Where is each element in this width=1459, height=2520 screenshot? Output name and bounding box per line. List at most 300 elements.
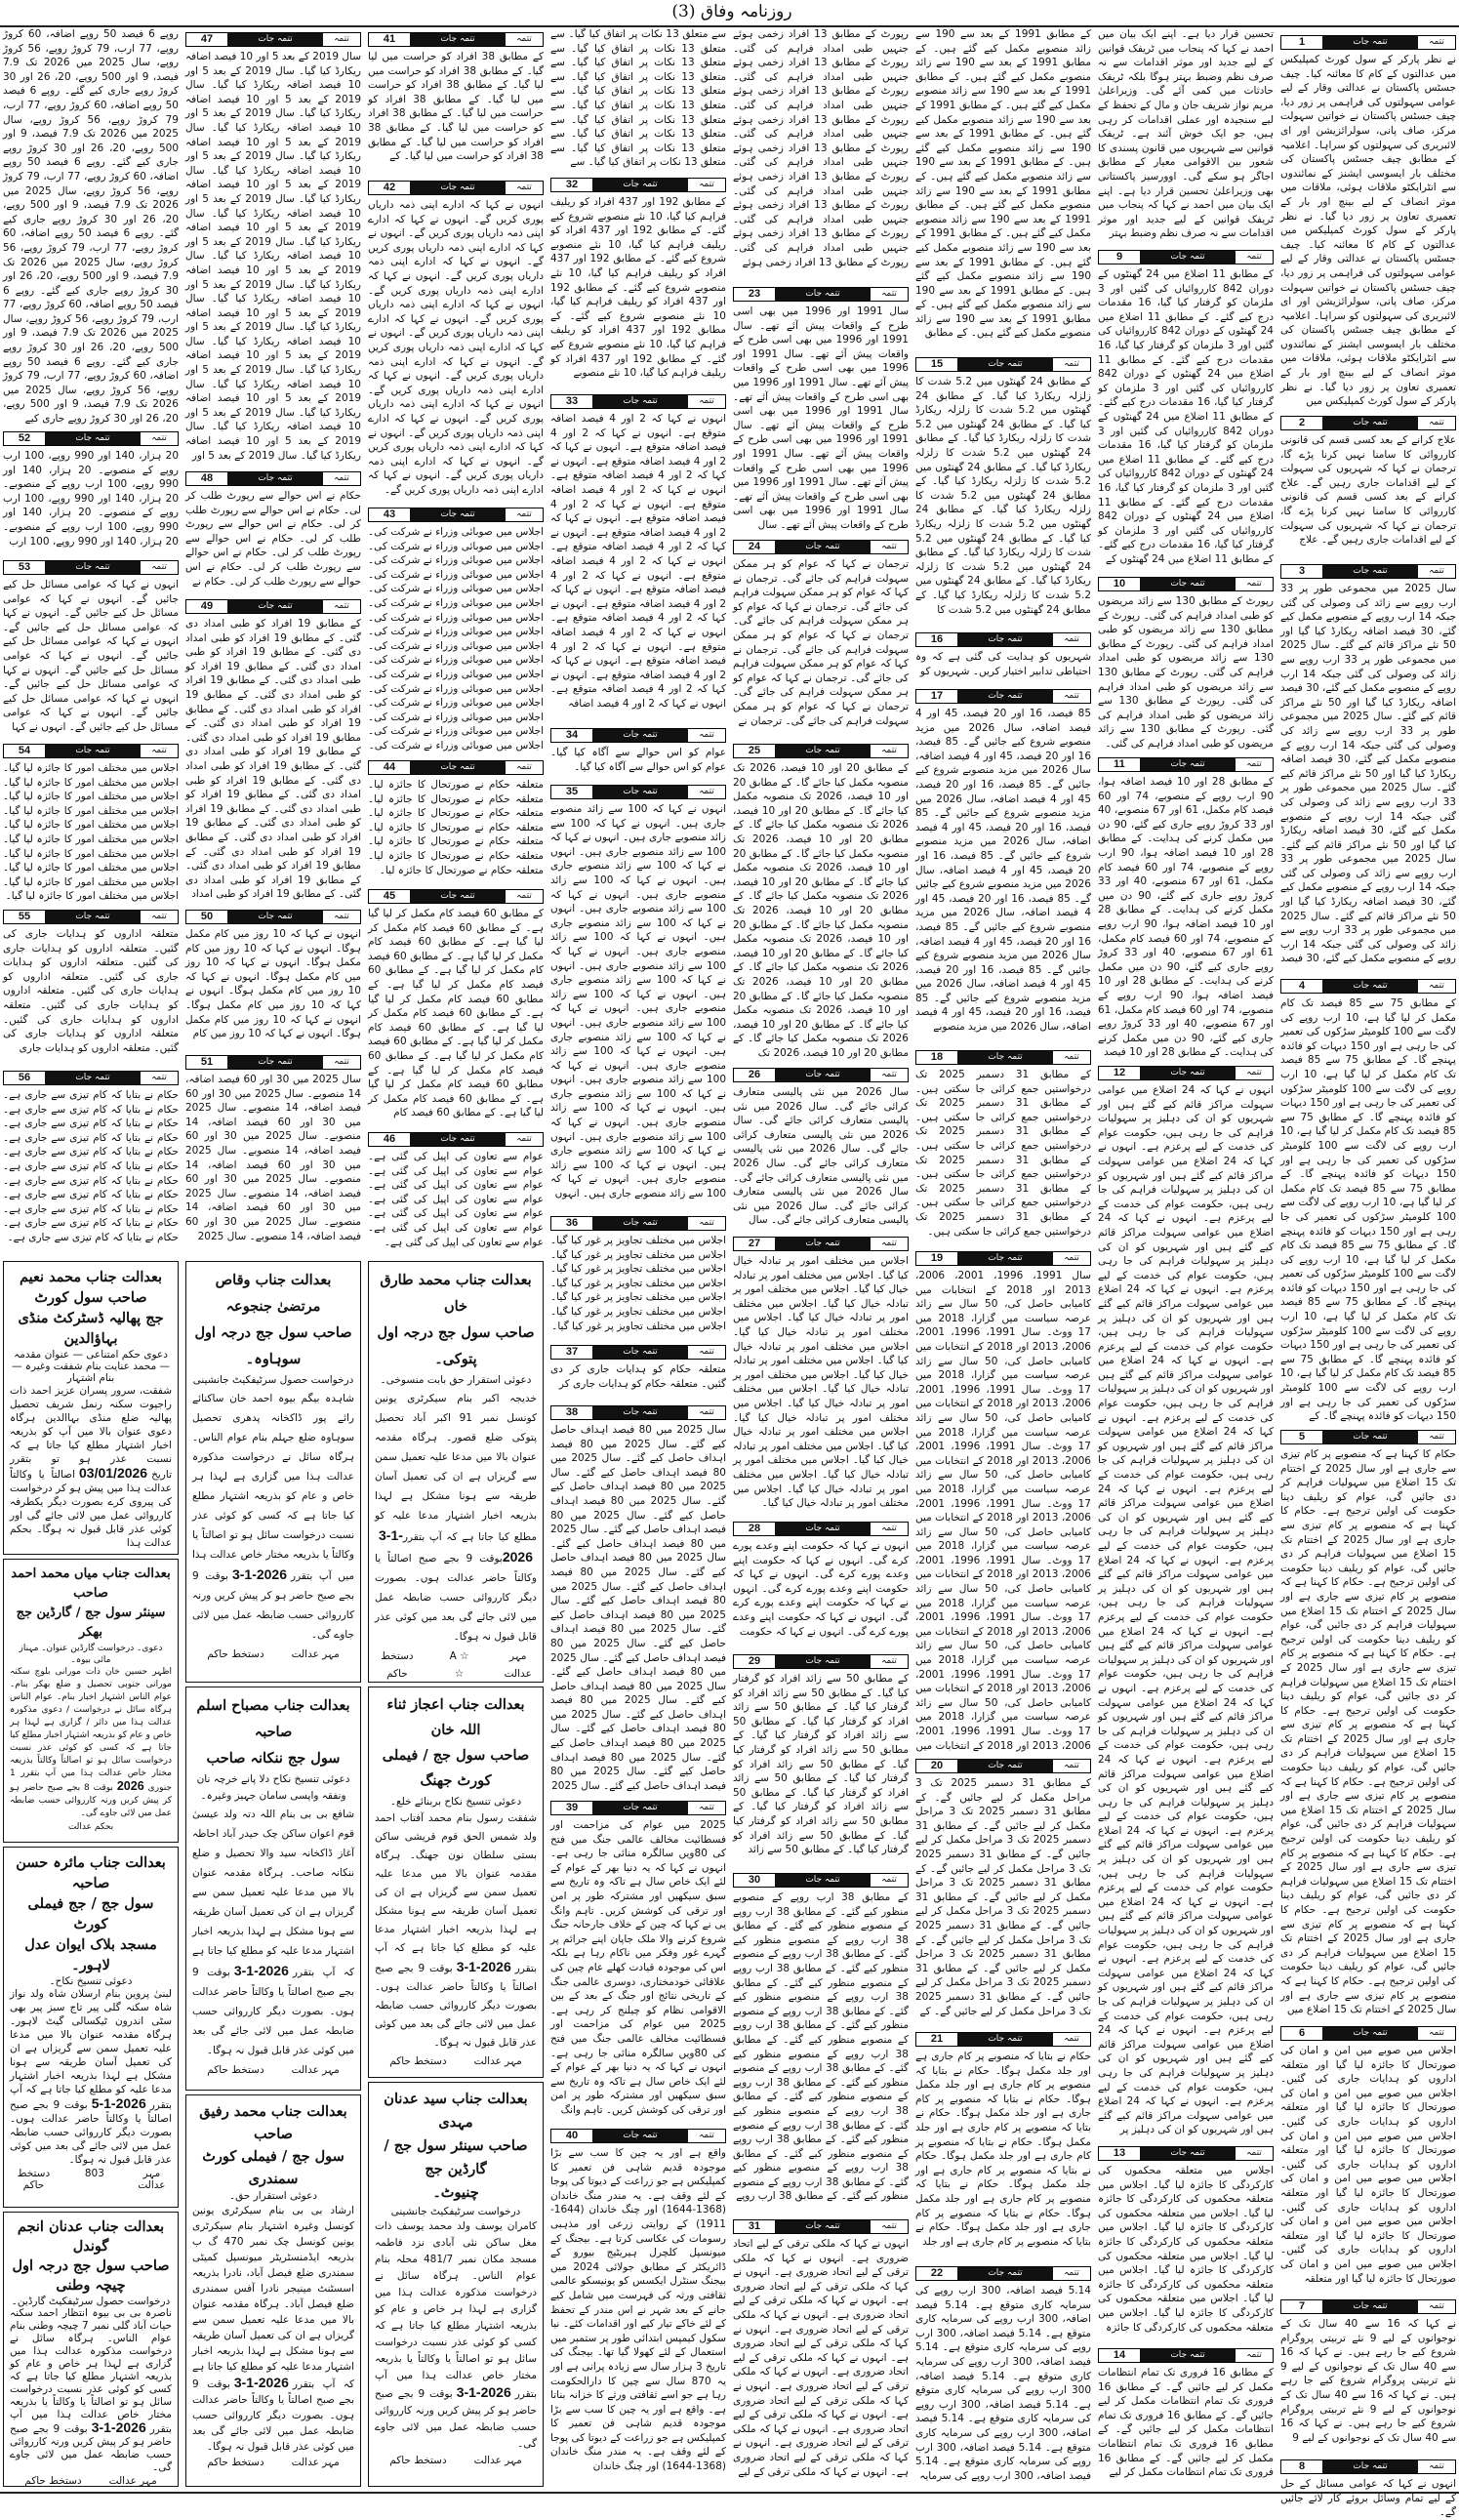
article-label-bar (185, 599, 361, 614)
label-tatimma: تتمہ (141, 911, 178, 923)
label-tatimma: تتمہ (323, 472, 360, 485)
label-tatimmajat: تتمہ جات (775, 288, 871, 301)
label-tatimma: تتمہ (871, 288, 908, 301)
article-body: حکام نے بتایا کہ منصوبے پر کام جاری ہے اور جلد مکمل ہوگا۔ حکام نے بتایا کہ منصوبے پر کام جاری ہے اور جلد مکمل ہوگا۔ حکام نے بتایا کہ منصوبے پر کام جاری ہے اور جلد مکمل ہوگا۔ حکام نے بتایا کہ منصوبے پر کام جاری ہے اور جلد مکمل ہوگا۔ حکام نے بتایا کہ منصوبے پر کام جاری ہے اور جلد مکمل ہوگا۔ حکام نے بتایا کہ منصوبے پر کام جاری ہے اور جلد مکمل ہوگا۔ حکام نے بتایا کہ منصوبے پر کام جاری ہے اور جلد مکمل ہوگا۔ حکام نے بتایا کہ منصوبے پر کام جاری ہے اور جلد مکمل ہوگا۔ حکام نے بتایا کہ منصوبے پر کام جاری ہے اور جلد (915, 2051, 1091, 2248)
article-number: 22 (916, 2267, 957, 2280)
label-tatimma: تتمہ (871, 745, 908, 757)
article-body: کے مطابق 24 گھنٹوں میں 5.2 شدت کا زلزلہ ریکارڈ کیا گیا۔ کے مطابق 24 گھنٹوں میں 5.2 شدت کا زلزلہ ریکارڈ کیا گیا۔ کے مطابق 24 گھنٹوں میں 5.2 شدت کا زلزلہ ریکارڈ کیا گیا۔ کے مطابق 24 گھنٹوں میں 5.2 شدت کا زلزلہ ریکارڈ کیا گیا۔ کے مطابق 24 گھنٹوں میں 5.2 شدت کا زلزلہ ریکارڈ کیا گیا۔ کے مطابق 24 گھنٹوں میں 5.2 شدت کا زلزلہ ریکارڈ کیا گیا۔ کے مطابق 24 گھنٹوں میں 5.2 شدت کا زلزلہ ریکارڈ کیا گیا۔ کے مطابق 24 گھنٹوں میں 5.2 شدت کا زلزلہ ریکارڈ کیا گیا۔ کے مطابق 24 گھنٹوں میں 5.2 شدت کا زلزلہ ریکارڈ کیا گیا۔ کے مطابق 24 گھنٹوں میں 5.2 شدت کا زلزلہ ریکارڈ کیا گیا۔ کے مطابق 24 گھنٹوں میں 5.2 شدت کا (915, 376, 1091, 616)
label-tatimma: تتمہ (688, 395, 725, 408)
label-tatimmajat: تتمہ جات (957, 1760, 1053, 1772)
label-tatimmajat: تتمہ جات (45, 1072, 141, 1084)
article-number: 8 (1281, 2460, 1322, 2473)
notice-footer (192, 1646, 354, 1663)
label-tatimmajat: تتمہ جات (1140, 2349, 1236, 2362)
article-number: 16 (916, 633, 957, 646)
article-label-bar (368, 760, 544, 775)
article-number: 7 (1281, 2300, 1322, 2313)
article-label-bar (733, 744, 909, 758)
article-label-bar (915, 689, 1091, 704)
article-number: 30 (734, 1874, 775, 1887)
notice-text: لبنیٰ پروین بنام ارسلان شاہ ولد نواز شاہ سکنہ گلی پیر تاج سبز پیر بھی سٹی اندرون ٹیکسالی گیٹ لاہور۔ ہرگاہ مقدمہ عنوان بالا میں مدعا علیہ تعمیل سمن سے گریزاں ہے ان کی تعمیل آسان طریقہ سے ہونا مشکل ہے لہذا بذریعہ اخبار اشتہار مدعا علیہ کو مطلع کیا جاتا ہے کہ آپ بتقرر (10, 1988, 173, 2111)
article-label-bar (1280, 2299, 1456, 2314)
article-number: 50 (186, 911, 227, 923)
label-tatimmajat: تتمہ جات (410, 890, 506, 903)
notice-heading: صاحب سول جج درجہ اول سوہاوہ۔ (194, 1324, 352, 1367)
label-tatimma: تتمہ (1053, 358, 1090, 371)
notice-footer (192, 2456, 354, 2469)
label-tatimma: تتمہ (688, 179, 725, 191)
article-label-bar (1280, 979, 1456, 994)
article-number: 55 (4, 911, 45, 923)
notice-heading: بعدالت جناب میاں محمد احمد صاحب (11, 1566, 171, 1601)
article-body: سال 2025 میں مجموعی طور پر 33 ارب روپے سے زائد کی وصولی کی گئی جبکہ 14 ارب روپے کے منصوبے مکمل کیے گئے، 30 فیصد اضافہ ریکارڈ کیا گیا اور 50 نئے مراکز قائم کیے گئے۔ سال 2025 میں مجموعی طور پر 33 ارب روپے سے زائد کی وصولی کی گئی جبکہ 14 ارب روپے کے منصوبے مکمل کیے گئے، 30 فیصد اضافہ ریکارڈ کیا گیا اور 50 نئے مراکز قائم کیے گئے۔ سال 2025 میں مجموعی طور پر 33 ارب روپے سے زائد کی وصولی کی گئی جبکہ 14 ارب روپے کے منصوبے مکمل کیے گئے، 30 فیصد اضافہ ریکارڈ کیا گیا اور 50 نئے مراکز قائم کیے گئے۔ سال 2025 میں مجموعی طور پر 33 ارب روپے سے زائد کی وصولی کی گئی جبکہ 14 ارب روپے کے منصوبے مکمل کیے گئے، 30 فیصد اضافہ ریکارڈ کیا گیا اور 50 نئے مراکز قائم کیے گئے۔ سال 2025 میں مجموعی طور پر 33 ارب روپے سے زائد کی وصولی کی گئی جبکہ 14 ارب روپے کے منصوبے مکمل کیے گئے، 30 فیصد اضافہ ریکارڈ کیا گیا اور 50 نئے مراکز قائم کیے گئے۔ سال 2025 میں مجموعی طور پر 33 ارب روپے سے زائد کی وصولی کی گئی جبکہ 14 ارب روپے کے منصوبے مکمل کیے گئے، 30 فیصد (1280, 583, 1457, 965)
article-6 (1280, 2026, 1456, 2286)
label-tatimmajat: تتمہ جات (45, 911, 141, 923)
article-label-bar (550, 178, 726, 192)
article-54 (3, 744, 179, 904)
notice-body (10, 1666, 172, 1820)
notice-heading: سینئر سول جج / گارڈین جج بھکر (16, 1605, 166, 1640)
article-body: انہوں نے کہا کہ ملکی ترقی کے لیے اتحاد ضروری ہے۔ انہوں نے کہا کہ ملکی ترقی کے لیے اتحاد ضروری ہے۔ انہوں نے کہا کہ ملکی ترقی کے لیے اتحاد ضروری ہے۔ انہوں نے کہا کہ ملکی ترقی کے لیے اتحاد ضروری ہے۔ انہوں نے کہا کہ ملکی ترقی کے لیے اتحاد ضروری ہے۔ انہوں نے کہا کہ ملکی ترقی کے لیے اتحاد ضروری ہے۔ انہوں نے کہا کہ ملکی ترقی کے لیے اتحاد ضروری ہے۔ انہوں نے کہا کہ ملکی ترقی کے لیے اتحاد ضروری ہے۔ انہوں نے کہا کہ ملکی ترقی کے لیے اتحاد ضروری ہے۔ انہوں نے کہا کہ ملکی ترقی کے لیے اتحاد ضروری ہے۔ انہوں نے کہا کہ ملکی ترقی کے لیے اتحاد ضروری ہے۔ انہوں نے کہا کہ ملکی ترقی کے لیے اتحاد ضروری ہے۔ انہوں نے کہا کہ ملکی ترقی کے لیے (733, 2238, 909, 2478)
article-number: 47 (186, 33, 227, 46)
article-number: 5 (1281, 1431, 1322, 1443)
article-13 (1098, 2146, 1274, 2335)
article-number: 36 (551, 1217, 592, 1230)
article-body: کے مطابق 38 افراد کو حراست میں لیا گیا۔ کے مطابق 38 افراد کو حراست میں لیا گیا۔ کے مطابق 38 افراد کو حراست میں لیا گیا۔ کے مطابق 38 افراد کو حراست میں لیا گیا۔ کے مطابق 38 افراد کو حراست میں لیا گیا۔ کے مطابق 38 افراد کو حراست میں لیا گیا۔ کے مطابق 38 افراد کو حراست میں لیا گیا۔ کے (368, 51, 545, 163)
label-tatimma: تتمہ (141, 745, 178, 757)
label-tatimmajat: تتمہ جات (410, 33, 506, 46)
article-label-bar (1098, 577, 1274, 591)
notice-footer (10, 1821, 172, 1833)
label-tatimma: تتمہ (323, 911, 360, 923)
notice-text: کامران یوسف ولد محمد یوسف ذات مغل ساکن نئی آبادی نزد فاطمہ مسجد مکان نمبر 481/7 محلہ بنام عوام الناس۔ ہرگاہ سائل نے درخواست مذکورہ عدالت ہذا میں گزاری ہے لہذا ہر خاص و عام کو بذریعہ اشتہار مطلع کیا جاتا ہے کہ کسی کو کوئی عذر نسبت درخواست سائل ہو تو اصالتاً یا وکالتاً یا بذریعہ مختار خاص عدالت ہذا میں آپ بتقرر (375, 2220, 538, 2400)
notice-signature: 803 (84, 2168, 104, 2179)
article-body: کے مطابق 1991 کے بعد سے 190 سے زائد منصوبے مکمل کیے گئے ہیں۔ کے مطابق 1991 کے بعد سے 190 سے زائد منصوبے مکمل کیے گئے ہیں۔ کے مطابق 1991 کے بعد سے 190 سے زائد منصوبے مکمل کیے گئے ہیں۔ کے مطابق 1991 کے بعد سے 190 سے زائد منصوبے مکمل کیے گئے ہیں۔ کے مطابق 1991 کے بعد سے 190 سے زائد منصوبے مکمل کیے گئے ہیں۔ کے مطابق 1991 کے بعد سے 190 سے زائد منصوبے مکمل کیے گئے ہیں۔ کے مطابق 1991 کے بعد سے 190 سے زائد منصوبے مکمل کیے گئے ہیں۔ کے مطابق 1991 کے بعد سے 190 سے زائد منصوبے مکمل کیے گئے ہیں۔ کے مطابق 1991 کے بعد سے 190 سے زائد منصوبے مکمل کیے گئے ہیں۔ کے مطابق 1991 کے بعد سے 190 سے زائد منصوبے مکمل کیے گئے ہیں۔ کے مطابق 1991 کے بعد سے 190 سے زائد منصوبے مکمل کیے گئے ہیں۔ کے مطابق 1991 کے بعد سے 190 سے زائد منصوبے مکمل کیے گئے ہیں۔ کے مطابق (915, 28, 1092, 340)
article-number: 29 (734, 1655, 775, 1668)
label-tatimma: تتمہ (688, 786, 725, 798)
article-label-bar (1280, 1430, 1456, 1444)
label-tatimmajat: تتمہ جات (1322, 565, 1418, 578)
label-tatimma: تتمہ (688, 1217, 725, 1230)
article-16 (915, 632, 1091, 678)
article-continuation (915, 27, 1091, 341)
label-tatimma: تتمہ (871, 541, 908, 553)
label-tatimma: تتمہ (1236, 758, 1273, 771)
article-label-bar (368, 508, 544, 522)
article-body: حکام نے بتایا کہ کام تیزی سے جاری ہے۔ حکام نے بتایا کہ کام تیزی سے جاری ہے۔ حکام نے بتایا کہ کام تیزی سے جاری ہے۔ حکام نے بتایا کہ کام تیزی سے جاری ہے۔ حکام نے بتایا کہ کام تیزی سے جاری ہے۔ حکام نے بتایا کہ کام تیزی سے جاری ہے۔ حکام نے بتایا کہ کام تیزی سے جاری ہے۔ حکام نے بتایا کہ کام تیزی سے جاری ہے۔ حکام نے بتایا کہ کام تیزی سے جاری ہے۔ حکام نے بتایا کہ کام تیزی سے جاری ہے۔ حکام نے بتایا کہ کام تیزی سے جاری ہے۔ (3, 1089, 179, 1243)
article-body: سال 1991، 1996، 2001، 2006، 2013 اور 2018 کے انتخابات میں کامیابی حاصل کی، 50 سال سے زائد عرصہ سیاست میں گزارا، 2018 میں 17 ووٹ۔ سال 1991، 1996، 2001، 2006، 2013 اور 2018 کے انتخابات میں کامیابی حاصل کی، 50 سال سے زائد عرصہ سیاست میں گزارا، 2018 میں 17 ووٹ۔ سال 1991، 1996، 2001، 2006، 2013 اور 2018 کے انتخابات میں کامیابی حاصل کی، 50 سال سے زائد عرصہ سیاست میں گزارا، 2018 میں 17 ووٹ۔ سال 1991، 1996، 2001، 2006، 2013 اور 2018 کے انتخابات میں کامیابی حاصل کی، 50 سال سے زائد عرصہ سیاست میں گزارا، 2018 میں 17 ووٹ۔ سال 1991، 1996، 2001، 2006، 2013 اور 2018 کے انتخابات میں کامیابی حاصل کی، 50 سال سے زائد عرصہ سیاست میں گزارا، 2018 میں 17 ووٹ۔ سال 1991، 1996، 2001، 2006، 2013 اور 2018 کے انتخابات میں کامیابی حاصل کی، 50 سال سے زائد عرصہ سیاست میں گزارا، 2018 میں 17 ووٹ۔ سال 1991، 1996، 2001، 2006، 2013 اور 2018 کے انتخابات میں کامیابی حاصل کی، 50 سال سے زائد عرصہ سیاست میں گزارا، 2018 میں 17 ووٹ۔ سال 1991، 1996، 2001، 2006، 2013 اور 2018 کے انتخابات میں کامیابی حاصل کی، 50 سال سے زائد عرصہ سیاست میں گزارا، 2018 میں 17 ووٹ۔ سال 1991، 1996، 2001، 2006، 2013 اور 2018 کے انتخابات میں (915, 1270, 1092, 1752)
article-body: انہوں نے کہا کہ 2 اور 4 فیصد اضافہ متوقع ہے۔ انہوں نے کہا کہ 2 اور 4 فیصد اضافہ متوقع ہے۔ انہوں نے کہا کہ 2 اور 4 فیصد اضافہ متوقع ہے۔ انہوں نے کہا کہ 2 اور 4 فیصد اضافہ متوقع ہے۔ انہوں نے کہا کہ 2 اور 4 فیصد اضافہ متوقع ہے۔ انہوں نے کہا کہ 2 اور 4 فیصد اضافہ متوقع ہے۔ انہوں نے کہا کہ 2 اور 4 فیصد اضافہ متوقع ہے۔ انہوں نے کہا کہ 2 اور 4 فیصد اضافہ متوقع ہے۔ انہوں نے کہا کہ 2 اور 4 فیصد اضافہ متوقع ہے۔ انہوں نے کہا کہ 2 اور 4 فیصد اضافہ متوقع ہے۔ انہوں نے کہا کہ 2 اور 4 فیصد اضافہ متوقع ہے۔ انہوں نے کہا کہ 2 اور 4 فیصد اضافہ متوقع ہے۔ انہوں نے کہا کہ 2 اور 4 فیصد اضافہ متوقع ہے۔ انہوں نے کہا کہ 2 اور 4 فیصد اضافہ متوقع ہے۔ انہوں نے کہا کہ 2 اور 4 فیصد اضافہ متوقع ہے۔ انہوں نے کہا کہ 2 اور 4 فیصد اضافہ متوقع ہے۔ انہوں نے کہا کہ 2 اور 4 فیصد اضافہ (550, 413, 727, 710)
notice-case-title: دعوئی استقرار حق۔ (228, 2190, 318, 2202)
label-tatimma: تتمہ (1053, 690, 1090, 703)
label-tatimmajat: تتمہ جات (775, 1238, 871, 1250)
notice-case-title: دعوئی استقرار حق بابت منسوخی۔ (380, 1374, 532, 1386)
article-number: 6 (1281, 2027, 1322, 2040)
notice-heading: جج پھالیہ ڈسٹرکٹ منڈی بہاؤالدین (18, 1310, 164, 1347)
label-tatimmajat: تتمہ جات (1322, 417, 1418, 429)
notice-text-after: بوقت 9 بجے صبح حاضر ہو کر پیش کریں ورنہ کارروائی حسب ضابطہ عمل میں لائی جاوے گی۔ (375, 2388, 537, 2450)
label-tatimma: تتمہ (688, 1346, 725, 1359)
label-tatimmajat: تتمہ جات (1322, 2300, 1418, 2313)
article-17 (915, 689, 1091, 1035)
article-body: کے مطابق 31 دسمبر 2025 تک 3 مراحل مکمل کر لیے جائیں گے۔ کے مطابق 31 دسمبر 2025 تک 3 مراحل مکمل کر لیے جائیں گے۔ کے مطابق 31 دسمبر 2025 تک 3 مراحل مکمل کر لیے جائیں گے۔ کے مطابق 31 دسمبر 2025 تک 3 مراحل مکمل کر لیے جائیں گے۔ کے مطابق 31 دسمبر 2025 تک 3 مراحل مکمل کر لیے جائیں گے۔ کے مطابق 31 دسمبر 2025 تک 3 مراحل مکمل کر لیے جائیں گے۔ کے مطابق 31 دسمبر 2025 تک 3 مراحل مکمل کر لیے جائیں گے۔ کے مطابق 31 دسمبر 2025 تک 3 مراحل مکمل کر لیے جائیں گے۔ کے مطابق 31 دسمبر 2025 تک 3 مراحل مکمل کر لیے جائیں گے۔ کے مطابق 31 دسمبر 2025 تک 3 مراحل مکمل کر لیے جائیں گے۔ کے (915, 1777, 1092, 2017)
notice-text: اظہر حسین خان ذات مورانی بلوچ سکنہ مورانی جنوبی تحصیل و ضلع بھکر بنام۔ عوام الناس اشتہار اخبار بنام۔ عوام الناس ہرگاہ سائل نے درخواست / دعوی مذکورہ عدالت ہذا میں دائر / گزاری ہے لہذا ہر خاص و عام کو بذریعہ اشتہار اخبار مطلع کیا جاتا ہے کہ کسی کو کوئی عذر نسبت درخواست سائل ہو تو اصالتاً وکالتاً بذریعہ مختار خاص عدالت ہذا میں آپ بتقرر 1 جنوری (10, 1667, 172, 1793)
article-3 (1280, 564, 1456, 966)
article-body: واقع ہے اور یہ چین کا سب سے بڑا موجودہ قدیم شاہی فن تعمیر کا کمپلیکس ہے جو زراعت کے دیوتا کی پوجا کے لئے وقف ہے۔ یہ مندر منگ خاندان (1368-1644) اور چنگ خاندان (1644-1911) کے روایتی زرعی اور مذہبی رسومات کی عکاسی کرتا ہے۔ بیجنگ کے میونسپل کلچرل ہیریٹیج بیورو کے ڈائریکٹر کے مطابق جولائی 2024 میں بیجنگ سنٹرل ایکسس کو یونیسکو عالمی ثقافتی ورثہ کی فہرست میں شامل کیے جانے کے بعد شہر نے اس مندر کے تحفظ کے لئے خاکے تیار کیے اور اقدامات کئے۔ نیا سکول کیمپس ابتدائی طور پر ستمبر میں استعمال کے لئے کھولا گیا تھا۔ بیجنگ کی تاریخ 3 ہزار سال سے زیادہ پرانی ہے اور یہ 870 سال سے چین کا دارالحکومت رہا ہے جو اسے ثقافتی ورثے کا خزانہ بناتا ہے۔ واقع ہے اور یہ چین کا سب سے بڑا موجودہ قدیم شاہی فن تعمیر کا کمپلیکس ہے جو زراعت کے دیوتا کی پوجا کے لئے وقف ہے۔ یہ مندر منگ خاندان (1368-1644) اور چنگ خاندان (550, 2147, 727, 2473)
article-label-bar (1280, 2026, 1456, 2041)
label-tatimmajat: تتمہ جات (227, 33, 323, 46)
article-label-bar (1098, 2348, 1274, 2363)
label-tatimmajat: تتمہ جات (957, 2033, 1053, 2046)
label-tatimma: تتمہ (688, 2130, 725, 2142)
article-body: سال 1991 اور 1996 میں بھی اسی طرح کے واقعات پیش آئے تھے۔ سال 1991 اور 1996 میں بھی اسی طرح کے واقعات پیش آئے تھے۔ سال 1991 اور 1996 میں بھی اسی طرح کے واقعات پیش آئے تھے۔ سال 1991 اور 1996 میں بھی اسی طرح کے واقعات پیش آئے تھے۔ سال 1991 اور 1996 میں بھی اسی طرح کے واقعات پیش آئے تھے۔ سال 1991 اور 1996 میں بھی اسی طرح کے واقعات پیش آئے تھے۔ سال 1991 اور 1996 میں بھی اسی طرح کے واقعات پیش آئے تھے۔ سال 1991 اور 1996 میں بھی اسی طرح کے واقعات پیش آئے تھے۔ سال 1991 اور 1996 میں بھی اسی طرح کے واقعات پیش آئے تھے۔ سال (733, 305, 910, 531)
article-body: اجلاس میں صوبے میں امن و امان کی صورتحال کا جائزہ لیا گیا اور متعلقہ اداروں کو ہدایات جاری کی گئیں۔ اجلاس میں صوبے میں امن و امان کی صورتحال کا جائزہ لیا گیا اور متعلقہ اداروں کو ہدایات جاری کی گئیں۔ اجلاس میں صوبے میں امن و امان کی صورتحال کا جائزہ لیا گیا اور متعلقہ اداروں کو ہدایات جاری کی گئیں۔ اجلاس میں صوبے میں امن و امان کی صورتحال کا جائزہ لیا گیا اور متعلقہ اداروں کو ہدایات جاری کی گئیں۔ اجلاس میں صوبے میں امن و امان کی صورتحال کا جائزہ لیا گیا اور متعلقہ اداروں کو ہدایات جاری کی گئیں۔ اجلاس میں صوبے میں امن و امان کی صورتحال کا جائزہ لیا گیا اور متعلقہ (1280, 2045, 1456, 2285)
article-5 (1280, 1430, 1456, 2017)
notice-signature: دستخط حاکم (207, 1648, 264, 1660)
article-number: 14 (1099, 2349, 1140, 2362)
article-number: 21 (916, 2033, 957, 2046)
label-tatimma: تتمہ (871, 1238, 908, 1250)
label-tatimmajat: تتمہ جات (775, 1069, 871, 1081)
article-number: 37 (551, 1346, 592, 1359)
label-tatimma: تتمہ (1418, 2027, 1455, 2040)
label-tatimmajat: تتمہ جات (1140, 578, 1236, 590)
notice-text: شفقت رسول بنام محمد آفتاب احمد ولد شمس الحق قوم قریشی ساکن بستی سلطان نون جھنگ۔ ہرگاہ مقدمہ عنوان بالا میں مدعا علیہ تعمیل سمن سے گریزاں ہے ان کی تعمیل آسان طریقہ سے ہونا مشکل ہے لہذا بذریعہ اخبار اشتہار مدعا علیہ کو مطلع کیا جاتا ہے کہ آپ بتقرر (375, 1812, 538, 1974)
article-label-bar (915, 1050, 1091, 1065)
article-number: 26 (734, 1069, 775, 1081)
label-tatimmajat: تتمہ جات (227, 600, 323, 613)
article-36 (550, 1216, 726, 1333)
article-55 (3, 910, 179, 1055)
article-body: 5.14 فیصد اضافہ، 300 ارب روپے کی سرمایہ کاری متوقع ہے۔ 5.14 فیصد اضافہ، 300 ارب روپے کی سرمایہ کاری متوقع ہے۔ 5.14 فیصد اضافہ، 300 ارب روپے کی سرمایہ کاری متوقع ہے۔ 5.14 فیصد اضافہ، 300 ارب روپے کی سرمایہ کاری متوقع ہے۔ 5.14 فیصد اضافہ، 300 ارب روپے کی سرمایہ کاری متوقع ہے۔ 5.14 فیصد اضافہ، 300 ارب روپے کی سرمایہ کاری متوقع ہے۔ 5.14 فیصد اضافہ، 300 ارب روپے کی سرمایہ کاری متوقع ہے۔ 5.14 فیصد اضافہ، 300 ارب روپے کی سرمایہ کاری متوقع ہے۔ 5.14 فیصد اضافہ، 300 ارب روپے کی سرمایہ (915, 2285, 1091, 2482)
notice-signature: دستخط حاکم (24, 2475, 82, 2487)
hearing-date: 3-1-2026 (233, 1963, 289, 1978)
label-tatimmajat: تتمہ جات (410, 182, 506, 194)
label-tatimma: تتمہ (323, 33, 360, 46)
article-label-bar (550, 1345, 726, 1360)
article-9 (1098, 250, 1274, 566)
notice-heading: سول جج ننکانہ صاحب (206, 1750, 341, 1767)
notice-text-after: بوقت 9 بجے صبح حاضر ہو کر پیش کریں ورنہ کارروائی حسب ضابطہ عمل میں لائی جاوے گی۔ (192, 1570, 354, 1641)
notice-text-after: بوقت 9 بجے صبح حاضر ہو کر پیش کریں ورنہ کارروائی حسب ضابطہ عمل میں لائی جاوے گی۔ (10, 2423, 172, 2473)
notice-signature: دستخط حاکم (207, 2064, 264, 2076)
hearing-date: 3-1-2026 (456, 1959, 511, 1974)
notice-heading: صاحب سینئر سول جج / گارڈین جج (384, 2137, 528, 2177)
label-tatimma: تتمہ (1236, 578, 1273, 590)
article-51 (185, 1055, 361, 1243)
article-body: 20 ہزار، 140 اور 990 روپے، 100 ارب روپے کے منصوبے۔ 20 ہزار، 140 اور 990 روپے، 100 ارب روپے کے منصوبے۔ 20 ہزار، 140 اور 990 روپے، 100 ارب روپے کے منصوبے۔ 20 ہزار، 140 اور 990 روپے، 100 ارب روپے کے منصوبے۔ 20 ہزار، 140 اور 990 روپے، 100 ارب (3, 450, 180, 548)
article-number: 28 (734, 1523, 775, 1535)
article-label-bar (550, 1405, 726, 1420)
article-number: 27 (734, 1238, 775, 1250)
article-18 (915, 1050, 1091, 1239)
hearing-date: 2026 (116, 1779, 144, 1793)
label-tatimma: تتمہ (141, 432, 178, 445)
court-notice (185, 2094, 361, 2487)
notice-text-after: بوقت 9 بجے صبح اصالتاً یا وکالتاً حاضر عدالت ہوں۔ بصورت دیگر کارروائی حسب ضابطہ عمل میں لائی جائے گی بعد میں کوئی عذر قابل قبول نہ ہوگا۔ (192, 2378, 354, 2453)
label-tatimmajat: تتمہ جات (957, 2267, 1053, 2280)
notice-text-after: بوقت 8 بجے صبح حاضر ہو کر پیش کریں ورنہ کارروائی حسب ضابطہ عمل میں لائی جاوے گی۔ (10, 1783, 172, 1818)
notice-body (192, 1805, 354, 2060)
article-body: نے نظر پارکر کے سول کورٹ کمپلیکس میں عدالتوں کے کام کا معائنہ کیا۔ چیف جسٹس پاکستان نے عدالتی وقار کے لیے عوامی سہولتوں کی فراہمی پر زور دیا، چیف جسٹس پاکستان نے خواتین سہولت مرکز، صاف پانی، سولرائزیشن اور ای لائبریری کی سہولتوں کو سراہا۔ اعلامیہ کے مطابق چیف جسٹس پاکستان کی مختلف بار ایسوسی ایشنز کے نمائندوں سے انٹرایکٹو ملاقات ہوئی، ملاقات میں موثر انصاف کے لیے بینچ اور بار کے تعمیری تعاون پر زور دیا گیا۔ نے نظر پارکر کے سول کورٹ کمپلیکس میں عدالتوں کے کام کا معائنہ کیا۔ چیف جسٹس پاکستان نے عدالتی وقار کے لیے عوامی سہولتوں کی فراہمی پر زور دیا، چیف جسٹس پاکستان نے خواتین سہولت مرکز، صاف پانی، سولرائزیشن اور ای لائبریری کی سہولتوں کو سراہا۔ اعلامیہ کے مطابق چیف جسٹس پاکستان کی مختلف بار ایسوسی ایشنز کے نمائندوں سے انٹرایکٹو ملاقات ہوئی، ملاقات میں موثر انصاف کے لیے بینچ اور بار کے تعمیری تعاون پر زور دیا گیا۔ نے نظر پارکر کے سول کورٹ کمپلیکس میں (1280, 54, 1456, 408)
article-body: اجلاس میں مختلف امور کا جائزہ لیا گیا۔ اجلاس میں مختلف امور کا جائزہ لیا گیا۔ اجلاس میں مختلف امور کا جائزہ لیا گیا۔ اجلاس میں مختلف امور کا جائزہ لیا گیا۔ اجلاس میں مختلف امور کا جائزہ لیا گیا۔ اجلاس میں مختلف امور کا جائزہ لیا گیا۔ اجلاس میں مختلف امور کا جائزہ لیا گیا۔ اجلاس میں مختلف امور کا جائزہ لیا گیا۔ اجلاس میں مختلف امور کا جائزہ لیا گیا۔ اجلاس میں مختلف امور کا جائزہ لیا گیا۔ (3, 762, 179, 903)
article-40 (550, 2129, 726, 2474)
label-tatimmajat: تتمہ جات (592, 1406, 688, 1419)
article-body: انہوں نے کہا کہ 100 سے زائد منصوبے جاری ہیں۔ انہوں نے کہا کہ 100 سے زائد منصوبے جاری ہیں۔ انہوں نے کہا کہ 100 سے زائد منصوبے جاری ہیں۔ انہوں نے کہا کہ 100 سے زائد منصوبے جاری ہیں۔ انہوں نے کہا کہ 100 سے زائد منصوبے جاری ہیں۔ انہوں نے کہا کہ 100 سے زائد منصوبے جاری ہیں۔ انہوں نے کہا کہ 100 سے زائد منصوبے جاری ہیں۔ انہوں نے کہا کہ 100 سے زائد منصوبے جاری ہیں۔ انہوں نے کہا کہ 100 سے زائد منصوبے جاری ہیں۔ انہوں نے کہا کہ 100 سے زائد منصوبے جاری ہیں۔ انہوں نے کہا کہ 100 سے زائد منصوبے جاری ہیں۔ انہوں نے کہا کہ 100 سے زائد منصوبے جاری ہیں۔ انہوں نے کہا کہ 100 سے زائد منصوبے جاری ہیں۔ انہوں نے کہا کہ 100 سے زائد منصوبے جاری ہیں۔ انہوں نے کہا کہ 100 سے زائد منصوبے جاری ہیں۔ انہوں نے کہا کہ 100 سے زائد منصوبے جاری ہیں۔ انہوں نے کہا کہ 100 سے زائد منصوبے جاری ہیں۔ انہوں نے کہا کہ 100 سے زائد منصوبے جاری ہیں۔ انہوں نے کہا کہ 100 سے زائد منصوبے جاری ہیں۔ انہوں نے کہا کہ 100 سے زائد منصوبے جاری ہیں۔ انہوں نے کہا کہ 100 سے زائد منصوبے جاری ہیں۔ انہوں (550, 803, 726, 1200)
article-body: سال 2026 میں نئی پالیسی متعارف کرائی جائے گی۔ سال 2026 میں نئی پالیسی متعارف کرائی جائے گی۔ سال 2026 میں نئی پالیسی متعارف کرائی جائے گی۔ سال 2026 میں نئی پالیسی متعارف کرائی جائے گی۔ سال 2026 میں نئی پالیسی متعارف کرائی جائے گی۔ سال 2026 میں نئی پالیسی متعارف کرائی جائے گی۔ سال 2026 میں نئی پالیسی متعارف کرائی جائے گی۔ سال (733, 1086, 910, 1227)
article-number: 1 (1281, 36, 1322, 49)
label-tatimma: تتمہ (506, 508, 543, 521)
article-2 (1280, 416, 1456, 548)
hearing-date: 3-1-2026 (91, 2419, 146, 2435)
label-tatimmajat: تتمہ جات (592, 786, 688, 798)
article-number: 49 (186, 600, 227, 613)
hearing-date: 5-1-2026 (91, 2095, 146, 2111)
notice-footer (375, 2454, 537, 2468)
article-label-bar (733, 1068, 909, 1082)
article-number: 41 (369, 33, 410, 46)
article-body: عوام کو اس حوالے سے آگاہ کیا گیا۔ عوام کو اس حوالے سے آگاہ کیا گیا۔ (550, 747, 726, 773)
label-tatimmajat: تتمہ جات (957, 633, 1053, 646)
label-tatimma: تتمہ (506, 1133, 543, 1146)
label-tatimmajat: تتمہ جات (45, 745, 141, 757)
article-label-bar (368, 889, 544, 904)
article-52 (3, 431, 179, 549)
notice-body (375, 2218, 537, 2453)
article-number: 38 (551, 1406, 592, 1419)
article-4 (1280, 979, 1456, 1424)
article-body: سال 2025 میں 80 فیصد اہداف حاصل کیے گئے۔ سال 2025 میں 80 فیصد اہداف حاصل کیے گئے۔ سال 2025 میں 80 فیصد اہداف حاصل کیے گئے۔ سال 2025 میں 80 فیصد اہداف حاصل کیے گئے۔ سال 2025 میں 80 فیصد اہداف حاصل کیے گئے۔ سال 2025 میں 80 فیصد اہداف حاصل کیے گئے۔ سال 2025 میں 80 فیصد اہداف حاصل کیے گئے۔ سال 2025 میں 80 فیصد اہداف حاصل کیے گئے۔ سال 2025 میں 80 فیصد اہداف حاصل کیے گئے۔ سال 2025 میں 80 فیصد اہداف حاصل کیے گئے۔ سال 2025 میں 80 فیصد اہداف حاصل کیے گئے۔ سال 2025 میں 80 فیصد اہداف حاصل کیے گئے۔ سال 2025 میں 80 فیصد اہداف حاصل کیے گئے۔ سال 2025 میں 80 فیصد اہداف حاصل کیے گئے۔ سال 2025 میں 80 فیصد اہداف حاصل کیے گئے۔ سال 2025 میں 80 فیصد اہداف حاصل کیے گئے۔ سال 2025 میں 80 فیصد اہداف حاصل کیے گئے۔ سال 2025 میں 80 فیصد اہداف حاصل کیے گئے۔ سال 2025 میں 80 فیصد اہداف حاصل کیے گئے۔ سال 2025 میں 80 فیصد اہداف حاصل کیے گئے۔ سال 2025 (550, 1424, 727, 1792)
article-continuation (3, 27, 179, 427)
article-30 (733, 1873, 909, 2204)
article-body: شہریوں کو ہدایت کی گئی ہے کہ وہ احتیاطی تدابیر اختیار کریں۔ شہریوں کو (915, 651, 1091, 677)
label-tatimma: تتمہ (323, 1056, 360, 1069)
article-number: 32 (551, 179, 592, 191)
notice-text: ناصرہ بی بی بیوہ انتظار احمد سکنہ حیات آباد گلی نمبر 7 چیچہ وطنی بنام عوام الناس۔ ہرگاہ سائل نے درخواست مذکورہ عدالت ہذا میں گزاری ہے لہذا ہر خاص و عام کو بذریعہ اشتہار مطلع کیا جاتا ہے کہ کسی کو کوئی عذر نسبت درخواست سائل ہو تو اصالتاً یا وکالتاً یا بذریعہ مختار خاص عدالت ہذا میں آپ بتقرر (10, 2307, 173, 2435)
article-label-bar (3, 560, 179, 575)
article-number: 44 (369, 761, 410, 774)
label-tatimma: تتمہ (1053, 633, 1090, 646)
article-label-bar (185, 1055, 361, 1070)
article-body: رپورٹ کے مطابق 130 سے زائد مریضوں کو طبی امداد فراہم کی گئی۔ رپورٹ کے مطابق 130 سے زائد مریضوں کو طبی امداد فراہم کی گئی۔ رپورٹ کے مطابق 130 سے زائد مریضوں کو طبی امداد فراہم کی گئی۔ رپورٹ کے مطابق 130 سے زائد مریضوں کو طبی امداد فراہم کی گئی۔ رپورٹ کے مطابق 130 سے زائد مریضوں کو طبی امداد فراہم کی گئی۔ رپورٹ کے مطابق 130 سے زائد مریضوں کو طبی امداد فراہم کی گئی۔ (1098, 595, 1275, 750)
label-tatimma: تتمہ (871, 2220, 908, 2233)
label-tatimmajat: تتمہ جات (1140, 758, 1236, 771)
article-label-bar (550, 1216, 726, 1231)
article-body: کے مطابق 16 فروری تک تمام انتظامات مکمل کر لیے جائیں گے۔ کے مطابق 16 فروری تک تمام انتظامات مکمل کر لیے جائیں گے۔ کے مطابق 16 فروری تک تمام انتظامات مکمل کر لیے جائیں گے۔ کے مطابق 16 فروری تک تمام انتظامات مکمل کر لیے جائیں گے۔ کے مطابق 16 فروری تک تمام انتظامات مکمل کر لیے (1098, 2367, 1274, 2479)
label-tatimma: تتمہ (1418, 980, 1455, 993)
label-tatimma: تتمہ (1236, 1067, 1273, 1079)
label-tatimma: تتمہ (1053, 1051, 1090, 1064)
label-tatimma: تتمہ (1236, 251, 1273, 264)
notice-footer (10, 2168, 172, 2191)
label-tatimmajat: تتمہ جات (775, 541, 871, 553)
notice-case-title: دعوی حکم امتناعی — عنوان مقدمہ — محمد عنایت بنام شفقت وغیرہ — بنام اشتہار (11, 1349, 171, 1384)
article-number: 43 (369, 508, 410, 521)
court-notice (185, 1687, 361, 2091)
article-label-bar (1280, 2459, 1456, 2474)
article-label-bar (733, 540, 909, 554)
article-body: انہوں نے کہا کہ ادارے اپنی ذمہ داریاں پوری کریں گے۔ انہوں نے کہا کہ ادارے اپنی ذمہ داریاں پوری کریں گے۔ انہوں نے کہا کہ ادارے اپنی ذمہ داریاں پوری کریں گے۔ انہوں نے کہا کہ ادارے اپنی ذمہ داریاں پوری کریں گے۔ انہوں نے کہا کہ ادارے اپنی ذمہ داریاں پوری کریں گے۔ انہوں نے کہا کہ ادارے اپنی ذمہ داریاں پوری کریں گے۔ انہوں نے کہا کہ ادارے اپنی ذمہ داریاں پوری کریں گے۔ انہوں نے کہا کہ ادارے اپنی ذمہ داریاں پوری کریں گے۔ انہوں نے کہا کہ ادارے اپنی ذمہ داریاں پوری کریں گے۔ انہوں نے کہا کہ ادارے اپنی ذمہ داریاں پوری کریں گے۔ انہوں نے کہا کہ ادارے اپنی ذمہ داریاں پوری کریں گے۔ انہوں نے کہا کہ ادارے اپنی ذمہ داریاں پوری کریں گے۔ انہوں نے کہا کہ ادارے اپنی ذمہ داریاں پوری کریں گے۔ انہوں نے کہا کہ ادارے اپنی ذمہ داریاں پوری کریں گے۔ انہوں نے کہا کہ ادارے اپنی ذمہ داریاں پوری کریں گے۔ (368, 199, 544, 496)
article-body: رپورٹ کے مطابق 13 افراد زخمی ہوئے جنہیں طبی امداد فراہم کی گئی۔ رپورٹ کے مطابق 13 افراد زخمی ہوئے جنہیں طبی امداد فراہم کی گئی۔ رپورٹ کے مطابق 13 افراد زخمی ہوئے جنہیں طبی امداد فراہم کی گئی۔ رپورٹ کے مطابق 13 افراد زخمی ہوئے جنہیں طبی امداد فراہم کی گئی۔ رپورٹ کے مطابق 13 افراد زخمی ہوئے جنہیں طبی امداد فراہم کی گئی۔ رپورٹ کے مطابق 13 افراد زخمی ہوئے جنہیں طبی امداد فراہم کی گئی۔ رپورٹ کے مطابق 13 افراد زخمی ہوئے جنہیں طبی امداد فراہم کی گئی۔ رپورٹ کے مطابق 13 افراد زخمی ہوئے جنہیں طبی امداد فراہم کی گئی۔ رپورٹ کے مطابق 13 افراد زخمی ہوئے (733, 28, 909, 268)
article-body: سال 2019 کے بعد 5 اور 10 فیصد اضافہ ریکارڈ کیا گیا۔ سال 2019 کے بعد 5 اور 10 فیصد اضافہ ریکارڈ کیا گیا۔ سال 2019 کے بعد 5 اور 10 فیصد اضافہ ریکارڈ کیا گیا۔ سال 2019 کے بعد 5 اور 10 فیصد اضافہ ریکارڈ کیا گیا۔ سال 2019 کے بعد 5 اور 10 فیصد اضافہ ریکارڈ کیا گیا۔ سال 2019 کے بعد 5 اور 10 فیصد اضافہ ریکارڈ کیا گیا۔ سال 2019 کے بعد 5 اور 10 فیصد اضافہ ریکارڈ کیا گیا۔ سال 2019 کے بعد 5 اور 10 فیصد اضافہ ریکارڈ کیا گیا۔ سال 2019 کے بعد 5 اور 10 فیصد اضافہ ریکارڈ کیا گیا۔ سال 2019 کے بعد 5 اور 10 فیصد اضافہ ریکارڈ کیا گیا۔ سال 2019 کے بعد 5 اور 10 فیصد اضافہ ریکارڈ کیا گیا۔ سال 2019 کے بعد 5 اور 10 فیصد اضافہ ریکارڈ کیا گیا۔ سال 2019 کے بعد 5 اور 10 فیصد اضافہ ریکارڈ کیا گیا۔ سال 2019 کے بعد 5 اور 10 فیصد اضافہ ریکارڈ کیا گیا۔ سال 2019 کے بعد 5 اور 10 فیصد اضافہ ریکارڈ کیا گیا۔ سال 2019 کے بعد 5 اور 10 فیصد اضافہ ریکارڈ کیا گیا۔ سال 2019 کے بعد 5 اور 10 فیصد اضافہ ریکارڈ کیا گیا۔ سال 2019 کے بعد 5 اور 10 فیصد اضافہ ریکارڈ کیا گیا۔ سال 2019 کے بعد 5 اور 10 فیصد اضافہ ریکارڈ کیا گیا۔ سال 2019 کے بعد 5 اور (185, 51, 362, 462)
article-49 (185, 599, 361, 902)
notice-signature: دستخط حاکم (389, 2455, 447, 2466)
article-label-bar (550, 728, 726, 743)
label-tatimma: تتمہ (688, 1802, 725, 1814)
article-body: حکام نے اس حوالے سے رپورٹ طلب کر لی۔ حکام نے اس حوالے سے رپورٹ طلب کر لی۔ حکام نے اس حوالے سے رپورٹ طلب کر لی۔ حکام نے اس حوالے سے رپورٹ طلب کر لی۔ حکام نے اس حوالے سے رپورٹ طلب کر لی۔ حکام نے اس حوالے سے رپورٹ طلب کر لی۔ حکام نے (185, 490, 361, 588)
notice-signature: دستخط حاکم (17, 2168, 51, 2191)
article-label-bar (1280, 564, 1456, 579)
article-24 (733, 540, 909, 728)
article-body: 2025 میں عوام کی مزاحمت اور فسطائیت مخالف عالمی جنگ میں فتح کی 80ویں سالگرہ منائی جا رہی ہے۔ انہوں نے کہا کہ یہ دنیا بھر کے عوام کے لئے ایک خاص سال ہے تاکہ وہ تاریخ سے سبق سیکھیں اور مشترکہ طور پر امن اور ترقی کی کوشش کریں۔ تاہم وانگ یی نے کہا کہ چین کے خلاف جارحانہ جنگ شروع کرنے والا ملک جاپان اپنے جرائم پر گہرے غور وفکر میں ناکام رہا ہے بلکہ اس کی موجودہ قیادت کھلے عام چین کی علاقائی خودمختاری، دوسری عالمی جنگ کے تاریخی نتائج اور جنگ کے بعد کے بین الاقوامی نظام کو چیلنج کر رہی ہے۔ 2025 میں عوام کی مزاحمت اور فسطائیت مخالف عالمی جنگ میں فتح کی 80ویں سالگرہ منائی جا رہی ہے۔ انہوں نے کہا کہ یہ دنیا بھر کے عوام کے لئے ایک خاص سال ہے تاکہ وہ تاریخ سے سبق سیکھیں اور مشترکہ طور پر امن اور ترقی کی کوشش کریں۔ تاہم وانگ (550, 1819, 726, 2116)
label-tatimmajat: تتمہ جات (775, 1874, 871, 1887)
article-body: سے متعلق 13 نکات پر اتفاق کیا گیا۔ سے متعلق 13 نکات پر اتفاق کیا گیا۔ سے متعلق 13 نکات پر اتفاق کیا گیا۔ سے متعلق 13 نکات پر اتفاق کیا گیا۔ سے متعلق 13 نکات پر اتفاق کیا گیا۔ سے متعلق 13 نکات پر اتفاق کیا گیا۔ سے متعلق 13 نکات پر اتفاق کیا گیا۔ سے متعلق 13 نکات پر اتفاق کیا گیا۔ سے متعلق 13 نکات پر اتفاق کیا گیا۔ سے متعلق 13 نکات پر اتفاق کیا گیا۔ سے (550, 28, 727, 169)
article-number: 24 (734, 541, 775, 553)
label-tatimmajat: تتمہ جات (1322, 1431, 1418, 1443)
notice-footer (375, 2053, 537, 2070)
notice-heading: بعدالت جناب عدنان انجم گوندل (17, 2218, 165, 2255)
article-number: 12 (1099, 1067, 1140, 1079)
article-body: روپے 6 فیصد 50 روپے اضافہ، 60 کروڑ روپے، 77 ارب، 79 کروڑ روپے، 56 کروڑ روپے، سال 2025 میں 2026 تک 7.9 فیصد، 9 اور 500 روپے، 20، 26 اور 30 کروڑ روپے جاری کیے گئے۔ روپے 6 فیصد 50 روپے اضافہ، 60 کروڑ روپے، 77 ارب، 79 کروڑ روپے، 56 کروڑ روپے، سال 2025 میں 2026 تک 7.9 فیصد، 9 اور 500 روپے، 20، 26 اور 30 کروڑ روپے جاری کیے گئے۔ روپے 6 فیصد 50 روپے اضافہ، 60 کروڑ روپے، 77 ارب، 79 کروڑ روپے، 56 کروڑ روپے، سال 2025 میں 2026 تک 7.9 فیصد، 9 اور 500 روپے، 20، 26 اور 30 کروڑ روپے جاری کیے گئے۔ روپے 6 فیصد 50 روپے اضافہ، 60 کروڑ روپے، 77 ارب، 79 کروڑ روپے، 56 کروڑ روپے، سال 2025 میں 2026 تک 7.9 فیصد، 9 اور 500 روپے، 20، 26 اور 30 کروڑ روپے جاری کیے گئے۔ روپے 6 فیصد 50 روپے اضافہ، 60 کروڑ روپے، 77 ارب، 79 کروڑ روپے، 56 کروڑ روپے، سال 2025 میں 2026 تک 7.9 فیصد، 9 اور 500 روپے، 20، 26 اور 30 کروڑ روپے جاری کیے گئے۔ روپے 6 فیصد 50 روپے اضافہ، 60 کروڑ روپے، 77 ارب، 79 کروڑ روپے، 56 کروڑ روپے، سال 2025 میں 2026 تک 7.9 فیصد، 9 اور 500 روپے، 20، 26 اور 30 کروڑ روپے جاری کیے (3, 28, 180, 426)
article-number: 10 (1099, 578, 1140, 590)
article-body: کے مطابق 75 سے 85 فیصد تک کام مکمل کر لیا گیا ہے، 10 ارب روپے کی لاگت سے 100 کلومیٹر سڑکوں کی تعمیر کی جا رہی ہے اور 150 دیہات کو فائدہ پہنچے گا۔ کے مطابق 75 سے 85 فیصد تک کام مکمل کر لیا گیا ہے، 10 ارب روپے کی لاگت سے 100 کلومیٹر سڑکوں کی تعمیر کی جا رہی ہے اور 150 دیہات کو فائدہ پہنچے گا۔ کے مطابق 75 سے 85 فیصد تک کام مکمل کر لیا گیا ہے، 10 ارب روپے کی لاگت سے 100 کلومیٹر سڑکوں کی تعمیر کی جا رہی ہے اور 150 دیہات کو فائدہ پہنچے گا۔ کے مطابق 75 سے 85 فیصد تک کام مکمل کر لیا گیا ہے، 10 ارب روپے کی لاگت سے 100 کلومیٹر سڑکوں کی تعمیر کی جا رہی ہے اور 150 دیہات کو فائدہ پہنچے گا۔ کے مطابق 75 سے 85 فیصد تک کام مکمل کر لیا گیا ہے، 10 ارب روپے کی لاگت سے 100 کلومیٹر سڑکوں کی تعمیر کی جا رہی ہے اور 150 دیہات کو فائدہ پہنچے گا۔ کے مطابق 75 سے 85 فیصد تک کام مکمل کر لیا گیا ہے، 10 ارب روپے کی لاگت سے 100 کلومیٹر سڑکوں کی تعمیر کی جا رہی ہے اور 150 دیہات کو فائدہ پہنچے گا۔ کے مطابق 75 سے 85 فیصد تک کام مکمل کر لیا گیا ہے، 10 ارب روپے کی لاگت سے 100 کلومیٹر سڑکوں کی تعمیر کی جا رہی ہے اور 150 دیہات کو فائدہ پہنچے گا۔ کے (1280, 997, 1457, 1423)
article-label-bar (3, 1071, 179, 1085)
article-label-bar (733, 1654, 909, 1669)
label-tatimma: تتمہ (1418, 417, 1455, 429)
article-number: 18 (916, 1051, 957, 1064)
article-label-bar (550, 394, 726, 409)
label-tatimmajat: تتمہ جات (592, 729, 688, 742)
label-tatimma: تتمہ (871, 1655, 908, 1668)
notice-signature: مہر عدالت (473, 2455, 522, 2466)
court-notice (3, 1847, 179, 2208)
article-body: کے مطابق 20 اور 10 فیصد، 2026 تک منصوبہ مکمل کیا جائے گا۔ کے مطابق 20 اور 10 فیصد، 2026 تک منصوبہ مکمل کیا جائے گا۔ کے مطابق 20 اور 10 فیصد، 2026 تک منصوبہ مکمل کیا جائے گا۔ کے مطابق 20 اور 10 فیصد، 2026 تک منصوبہ مکمل کیا جائے گا۔ کے مطابق 20 اور 10 فیصد، 2026 تک منصوبہ مکمل کیا جائے گا۔ کے مطابق 20 اور 10 فیصد، 2026 تک منصوبہ مکمل کیا جائے گا۔ کے مطابق 20 اور 10 فیصد، 2026 تک منصوبہ مکمل کیا جائے گا۔ کے مطابق 20 اور 10 فیصد، 2026 تک منصوبہ مکمل کیا جائے گا۔ کے مطابق 20 اور 10 فیصد، 2026 تک منصوبہ مکمل کیا جائے گا۔ کے مطابق 20 اور 10 فیصد، 2026 تک منصوبہ مکمل کیا جائے گا۔ کے مطابق 20 اور 10 فیصد، 2026 تک منصوبہ مکمل کیا جائے گا۔ کے مطابق 20 اور 10 فیصد، 2026 تک منصوبہ مکمل کیا جائے گا۔ کے مطابق 20 اور 10 فیصد، 2026 تک (733, 762, 910, 1059)
label-tatimmajat: تتمہ جات (1322, 36, 1418, 49)
article-body: انہوں نے کہا کہ 10 روز میں کام مکمل ہوگا۔ انہوں نے کہا کہ 10 روز میں کام مکمل ہوگا۔ انہوں نے کہا کہ 10 روز میں کام مکمل ہوگا۔ انہوں نے کہا کہ 10 روز میں کام مکمل ہوگا۔ انہوں نے کہا کہ 10 روز میں کام مکمل ہوگا۔ انہوں نے کہا کہ 10 روز میں کام مکمل ہوگا۔ انہوں نے کہا کہ 10 روز میں کام (185, 928, 361, 1040)
notice-text: شافع بی بی بنام اللہ دتہ ولد عیسیٰ قوم اعوان ساکن چک حیدر آباد احاطہ آغاز ڈاکخانہ سید والا تحصیل و ضلع ننکانہ صاحب۔ ہرگاہ مقدمہ عنوان بالا میں مدعا علیہ تعمیل سمن سے گریزاں ہے ان کی تعمیل آسان طریقہ سے ہونا مشکل ہے لہذا بذریعہ اخبار اشتہار مدعا علیہ کو مطلع کیا جاتا ہے کہ آپ بتقرر (192, 1809, 354, 1978)
hearing-date: 3-1-2026 (233, 2375, 289, 2390)
label-tatimmajat: تتمہ جات (957, 358, 1053, 371)
article-body: اجلاس میں مختلف تجاویز پر غور کیا گیا۔ اجلاس میں مختلف تجاویز پر غور کیا گیا۔ اجلاس میں مختلف تجاویز پر غور کیا گیا۔ اجلاس میں مختلف تجاویز پر غور کیا گیا۔ اجلاس میں مختلف تجاویز پر غور کیا گیا۔ اجلاس میں مختلف تجاویز پر غور کیا گیا۔ اجلاس میں مختلف تجاویز پر غور کیا گیا۔ (550, 1235, 726, 1332)
label-tatimma: تتمہ (1053, 2033, 1090, 2046)
notice-heading: بعدالت جناب محمد رفیق صاحب (199, 2103, 347, 2142)
article-56 (3, 1071, 179, 1245)
article-number: 31 (734, 2220, 775, 2233)
notice-heading: مسجد بلاک ایوان عدل لاہور۔ (24, 1936, 157, 1973)
label-tatimma: تتمہ (506, 33, 543, 46)
notice-signature: مہر عدالت (291, 2064, 340, 2076)
court-notice (3, 1261, 179, 1555)
article-26 (733, 1068, 909, 1228)
label-tatimma: تتمہ (688, 1406, 725, 1419)
masthead (0, 0, 1459, 27)
article-7 (1280, 2299, 1456, 2445)
article-46 (368, 1132, 544, 1249)
notice-heading: بعدالت جناب وقاص مرتضیٰ جنجوعہ (215, 1272, 332, 1315)
article-12 (1098, 1066, 1274, 2137)
label-tatimma: تتمہ (1236, 2147, 1273, 2160)
notice-heading: سول جج / فیملی کورٹ سمندری (202, 2148, 344, 2187)
notice-body (375, 1389, 537, 1646)
label-tatimma: تتمہ (1418, 36, 1455, 49)
notice-body (10, 2307, 172, 2474)
article-label-bar (550, 2129, 726, 2143)
notice-footer (10, 2475, 172, 2487)
article-label-bar (1098, 757, 1274, 772)
article-number: 23 (734, 288, 775, 301)
notice-body (375, 1809, 537, 2053)
article-body: کے مطابق 192 اور 437 افراد کو ریلیف فراہم کیا گیا، 10 نئے منصوبے شروع کیے گئے۔ کے مطابق 192 اور 437 افراد کو ریلیف فراہم کیا گیا، 10 نئے منصوبے شروع کیے گئے۔ کے مطابق 192 اور 437 افراد کو ریلیف فراہم کیا گیا، 10 نئے منصوبے شروع کیے گئے۔ کے مطابق 192 اور 437 افراد کو ریلیف فراہم کیا گیا، 10 نئے منصوبے شروع کیے گئے۔ کے مطابق 192 اور 437 افراد کو ریلیف فراہم کیا گیا، 10 نئے منصوبے شروع کیے گئے۔ کے مطابق 192 اور 437 افراد کو ریلیف فراہم کیا گیا، 10 نئے منصوبے (550, 196, 727, 380)
label-tatimmajat: تتمہ جات (227, 472, 323, 485)
label-tatimma: تتمہ (1418, 2300, 1455, 2313)
article-39 (550, 1801, 726, 2117)
label-tatimma: تتمہ (1418, 2460, 1455, 2473)
article-label-bar (915, 357, 1091, 372)
notice-case-title: دعوی۔ درخواست گارڈین عنوان۔ مہناز مائی بیوہ۔ (19, 1644, 163, 1665)
article-number: 17 (916, 690, 957, 703)
article-41 (368, 32, 544, 164)
article-33 (550, 394, 726, 711)
notice-text-after: بوقت 9 بجے صبح اصالتاً یا وکالتاً حاضر عدالت ہوں۔ بصورت دیگر کارروائی حسب ضابطہ عمل میں لائی جائے گی بعد میں کوئی عذر قابل قبول نہ ہوگا۔ (192, 1967, 354, 2056)
article-number: 52 (4, 432, 45, 445)
article-body: 85 فیصد، 16 اور 20 فیصد، 45 اور 4 فیصد اضافہ، سال 2026 میں مزید منصوبے شروع کیے جائیں گے۔ 85 فیصد، 16 اور 20 فیصد، 45 اور 4 فیصد اضافہ، سال 2026 میں مزید منصوبے شروع کیے جائیں گے۔ 85 فیصد، 16 اور 20 فیصد، 45 اور 4 فیصد اضافہ، سال 2026 میں مزید منصوبے شروع کیے جائیں گے۔ 85 فیصد، 16 اور 20 فیصد، 45 اور 4 فیصد اضافہ، سال 2026 میں مزید منصوبے شروع کیے جائیں گے۔ 85 فیصد، 16 اور 20 فیصد، 45 اور 4 فیصد اضافہ، سال 2026 میں مزید منصوبے شروع کیے جائیں گے۔ 85 فیصد، 16 اور 20 فیصد، 45 اور 4 فیصد اضافہ، سال 2026 میں مزید منصوبے شروع کیے جائیں گے۔ 85 فیصد، 16 اور 20 فیصد، 45 اور 4 فیصد اضافہ، سال 2026 میں مزید منصوبے شروع کیے جائیں گے۔ 85 فیصد، 16 اور 20 فیصد، 45 اور 4 فیصد اضافہ، سال 2026 میں مزید منصوبے شروع کیے جائیں گے۔ 85 فیصد، 16 اور 20 فیصد، 45 اور 4 فیصد اضافہ، سال 2026 میں مزید منصوبے (915, 708, 1092, 1034)
notice-text: شفقت، سرور پسران عزیز احمد ذات راجپوت سکنہ رنمل شریف تحصیل پھالیہ ضلع منڈی بہاالدین ہرگاہ دعوی عنوان بالا میں آپ کو بذریعہ اخبار اشتہار مطلع کیا جاتا ہے کہ نسبت عذر ہو تو بتقرر تاریخ (10, 1385, 172, 1481)
label-tatimmajat: تتمہ جات (592, 1217, 688, 1230)
article-label-bar (1280, 416, 1456, 430)
article-21 (915, 2032, 1091, 2249)
article-number: 40 (551, 2130, 592, 2142)
label-tatimmajat: تتمہ جات (957, 690, 1053, 703)
article-number: 9 (1099, 251, 1140, 264)
article-label-bar (1098, 1066, 1274, 1080)
label-tatimma: تتمہ (506, 761, 543, 774)
article-48 (185, 471, 361, 589)
article-38 (550, 1405, 726, 1793)
article-20 (915, 1759, 1091, 2018)
notice-signature: دستخط حاکم (381, 1650, 414, 1680)
court-notice (3, 2212, 179, 2487)
article-label-bar (733, 287, 909, 302)
article-number: 19 (916, 1252, 957, 1265)
article-22 (915, 2266, 1091, 2483)
article-continuation (733, 27, 909, 269)
article-23 (733, 287, 909, 533)
label-tatimmajat: تتمہ جات (227, 1056, 323, 1069)
label-tatimma: تتمہ (506, 890, 543, 903)
label-tatimma: تتمہ (323, 600, 360, 613)
article-number: 34 (551, 729, 592, 742)
article-label-bar (1280, 35, 1456, 50)
article-32 (550, 178, 726, 381)
article-37 (550, 1345, 726, 1391)
article-label-bar (733, 1237, 909, 1251)
article-body: انہوں نے کہا کہ عوامی مسائل حل کیے جائیں گے۔ انہوں نے کہا کہ عوامی مسائل حل کیے جائیں گے۔ انہوں نے کہا کہ عوامی مسائل حل کیے جائیں گے۔ انہوں نے کہا کہ عوامی مسائل حل کیے جائیں گے۔ انہوں نے کہا کہ عوامی مسائل حل کیے جائیں گے۔ انہوں نے کہا کہ عوامی مسائل حل کیے جائیں گے۔ انہوں نے کہا کہ عوامی مسائل حل کیے جائیں گے۔ انہوں نے کہا کہ عوامی مسائل حل کیے جائیں گے۔ انہوں نے کہا (3, 579, 179, 733)
article-body: کے مطابق 11 اضلاع میں 24 گھنٹوں کے دوران 842 کارروائیاں کی گئیں اور 3 ملزمان کو گرفتار کیا گیا، 16 مقدمات درج کیے گئے۔ کے مطابق 11 اضلاع میں 24 گھنٹوں کے دوران 842 کارروائیاں کی گئیں اور 3 ملزمان کو گرفتار کیا گیا، 16 مقدمات درج کیے گئے۔ کے مطابق 11 اضلاع میں 24 گھنٹوں کے دوران 842 کارروائیاں کی گئیں اور 3 ملزمان کو گرفتار کیا گیا، 16 مقدمات درج کیے گئے۔ کے مطابق 11 اضلاع میں 24 گھنٹوں کے دوران 842 کارروائیاں کی گئیں اور 3 ملزمان کو گرفتار کیا گیا، 16 مقدمات درج کیے گئے۔ کے مطابق 11 اضلاع میں 24 گھنٹوں کے دوران 842 کارروائیاں کی گئیں اور 3 ملزمان کو گرفتار کیا گیا، 16 مقدمات درج کیے گئے۔ کے مطابق 11 اضلاع میں 24 گھنٹوں کے دوران 842 کارروائیاں کی گئیں اور 3 ملزمان کو گرفتار کیا گیا، 16 مقدمات درج کیے گئے۔ کے مطابق 11 اضلاع میں 24 گھنٹوں کے (1098, 268, 1275, 565)
notice-text: شاہدہ بیگم بیوہ احمد خان ساکنائے رائے پور ڈاکخانہ پدھری تحصیل سوہاوہ ضلع جہلم بنام عوام الناس۔ ہرگاہ سائل نے درخواست مذکورہ عدالت ہذا میں گزاری ہے لہذا ہر خاص و عام کو بذریعہ اشتہار مطلع کیا جاتا ہے کہ کسی کو کوئی عذر نسبت درخواست سائل ہو تو اصالتاً یا وکالتاً یا بذریعہ مختار خاص عدالت ہذا میں آپ بتقرر (192, 1393, 355, 1582)
label-tatimma: تتمہ (871, 1069, 908, 1081)
notice-heading: بعدالت جناب سید عدنان مہدی (384, 2091, 528, 2131)
court-notice (3, 1559, 179, 1843)
article-number: 51 (186, 1056, 227, 1069)
notice-case-title: درخواست حصول سرٹیفکیٹ گارڈین۔ (11, 2296, 171, 2307)
label-tatimmajat: تتمہ جات (592, 395, 688, 408)
notice-case-title: دعوئی تنسیخ نکاح بربنائے خلع۔ (389, 1796, 522, 1808)
notice-heading: صاحب سول جج درجہ اول چیچہ وطنی (12, 2257, 170, 2294)
article-body: متعلقہ حکام نے صورتحال کا جائزہ لیا۔ متعلقہ حکام نے صورتحال کا جائزہ لیا۔ متعلقہ حکام نے صورتحال کا جائزہ لیا۔ متعلقہ حکام نے صورتحال کا جائزہ لیا۔ متعلقہ حکام نے صورتحال کا جائزہ لیا۔ متعلقہ حکام نے صورتحال کا جائزہ لیا۔ متعلقہ حکام نے صورتحال کا جائزہ لیا۔ (368, 779, 544, 876)
article-label-bar (1098, 2146, 1274, 2161)
article-label-bar (733, 1522, 909, 1536)
article-label-bar (550, 785, 726, 799)
